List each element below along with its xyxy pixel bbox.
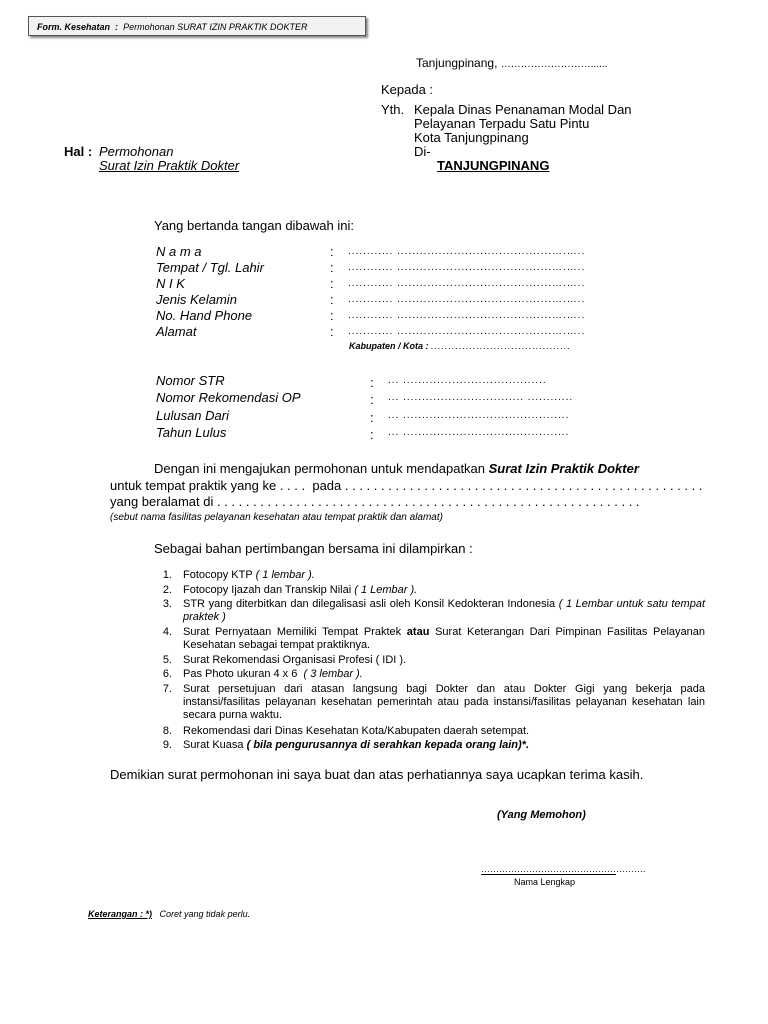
field-colon: : (330, 244, 334, 259)
form-header-title: Permohonan SURAT IZIN PRAKTIK DOKTER (123, 22, 308, 32)
field-label: Jenis Kelamin (156, 292, 237, 307)
attachment-num: 8. (162, 725, 172, 737)
field-colon: : (330, 324, 334, 339)
field-colon: : (370, 410, 374, 425)
intro-text: Yang bertanda tangan dibawah ini: (154, 218, 354, 233)
attachment-num: 5. (162, 654, 172, 666)
attachment-num: 2. (162, 584, 172, 596)
signature-name-label: Nama Lengkap (514, 877, 576, 887)
form-header-sep: : (115, 22, 119, 32)
request-note: (sebut nama fasilitas pelayanan kesehatan atau tempat praktik dan alamat) (110, 512, 443, 523)
field-colon: : (330, 276, 334, 291)
field-value-dots[interactable]: ... ............................................ (388, 427, 570, 438)
attachment-num: 6. (162, 668, 172, 680)
signature-label: (Yang Memohon) (497, 809, 586, 821)
field-value-dots[interactable]: ... ...................................... (388, 375, 547, 386)
field-colon: : (370, 392, 374, 407)
field-value-dots[interactable]: ............ .........................................….….. (348, 294, 586, 305)
form-header (28, 16, 366, 36)
attachment-item: Surat Rekomendasi Organisasi Profesi ( IDI ). (183, 654, 407, 666)
form-header-prefix: Form. Kesehatan (37, 22, 111, 32)
attachment-item: Rekomendasi dari Dinas Kesehatan Kota/Kabupaten daerah setempat. (183, 725, 530, 737)
recipient-line3: Kota Tanjungpinang (414, 130, 529, 145)
field-value-dots[interactable]: ............ .........................................….….. (348, 262, 586, 273)
attachment-item: Surat Kuasa ( bila pengurusannya di serahkan kepada orang lain)*. (183, 739, 530, 751)
field-label: N I K (156, 276, 185, 291)
footnote (88, 909, 250, 919)
subject-label: Hal : (64, 144, 93, 159)
place-date (416, 56, 607, 70)
attachment-item: Pas Photo ukuran 4 x 6 ( 3 lembar ). (183, 668, 363, 680)
attachment-num: 7. (162, 683, 172, 695)
attachment-num: 1. (162, 569, 172, 581)
place: Tanjungpinang, (416, 56, 498, 70)
field-label: N a m a (156, 244, 202, 259)
recipient-line2: Pelayanan Terpadu Satu Pintu (414, 116, 590, 131)
field-label: Nomor Rekomendasi OP (156, 390, 301, 405)
kabupaten-label: Kabupaten / Kota : (349, 341, 429, 351)
field-label: Nomor STR (156, 373, 225, 388)
attachment-num: 3. (162, 598, 172, 610)
request-line3: yang beralamat di . . . . . . . . . . . . . . . . . . . . . . . . . . . . . . . . . . . . . . . . . . . . . . . . . . . . . . . . . . . (110, 494, 640, 509)
attachment-num: 4. (162, 626, 172, 638)
field-label: Tempat / Tgl. Lahir (156, 260, 264, 275)
kabupaten-row (349, 341, 571, 351)
field-colon: : (330, 292, 334, 307)
recipient-yth: Yth. (381, 102, 405, 117)
subject-line2: Surat Izin Praktik Dokter (99, 158, 240, 173)
request-line1 (154, 461, 639, 476)
field-label: No. Hand Phone (156, 308, 253, 323)
request-text1: Dengan ini mengajukan permohonan untuk mendapatkan (154, 461, 486, 476)
attachment-num: 9. (162, 739, 172, 751)
request-line2a: untuk tempat praktik yang ke . . . . (110, 478, 306, 493)
recipient-city: TANJUNGPINANG (437, 158, 550, 173)
attachment-item: Surat persetujuan dari atasan langsung bagi Dokter dan atau Dokter Gigi yang bekerja pada instansi/fasilitas pelayanan kesehatan pemerintah atau pada instansi/fasilitas pelayanan kesehatan lain secara purna waktu. (183, 683, 705, 721)
subject-line1: Permohonan (99, 144, 174, 159)
request-emphasis: Surat Izin Praktik Dokter (488, 461, 639, 476)
recipient-line1: Kepala Dinas Penanaman Modal Dan (414, 102, 632, 117)
field-label: Lulusan Dari (156, 408, 229, 423)
field-value-dots[interactable]: ... ................................ ............ (388, 392, 574, 403)
attachment-item: Fotocopy KTP ( 1 lembar ). (183, 569, 315, 581)
field-value-dots[interactable]: ............ .........................................….….. (348, 278, 586, 289)
field-value-dots[interactable]: ... ............................................ (388, 410, 570, 421)
field-colon: : (370, 427, 374, 442)
field-label: Alamat (156, 324, 197, 339)
recipient-to-label: Kepada : (381, 82, 434, 97)
attach-intro: Sebagai bahan pertimbangan bersama ini dilampirkan : (154, 541, 473, 556)
kabupaten-dots: ........................................ (431, 341, 572, 351)
closing-text: Demikian surat permohonan ini saya buat dan atas perhatiannya saya ucapkan terima kasih. (110, 767, 644, 782)
field-colon: : (330, 308, 334, 323)
date-dots: ………………………...... (500, 59, 608, 70)
field-value-dots[interactable]: ............ .........................................….….. (348, 310, 586, 321)
attachment-item: Surat Pernyataan Memiliki Tempat Praktek atau Surat Keterangan Dari Pimpinan Fasilitas Pelayanan Kesehatan sebagai tempat praktiknya. (183, 626, 705, 651)
field-value-dots[interactable]: ............ .........................................….….. (348, 246, 586, 257)
field-label: Tahun Lulus (156, 425, 227, 440)
attachment-item: STR yang diterbitkan dan dilegalisasi asli oleh Konsil Kedokteran Indonesia ( 1 Lembar untuk satu tempat praktek ) (183, 598, 705, 623)
field-colon: : (370, 375, 374, 390)
footnote-text: Coret yang tidak perlu. (159, 909, 251, 919)
signature-line: ………………………………………………. (481, 864, 646, 874)
request-line2 (110, 478, 702, 493)
request-line2b: pada . . . . . . . . . . . . . . . . . . . . . . . . . . . . . . . . . . . . . . . . . . . . . . . . . . (312, 478, 703, 493)
recipient-di: Di- (414, 144, 431, 159)
field-colon: : (330, 260, 334, 275)
footnote-label: Keterangan : *) (88, 909, 153, 919)
attachment-item: Fotocopy Ijazah dan Transkip Nilai ( 1 Lembar ). (183, 584, 418, 596)
field-value-dots[interactable]: ............ .........................................….….. (348, 326, 586, 337)
